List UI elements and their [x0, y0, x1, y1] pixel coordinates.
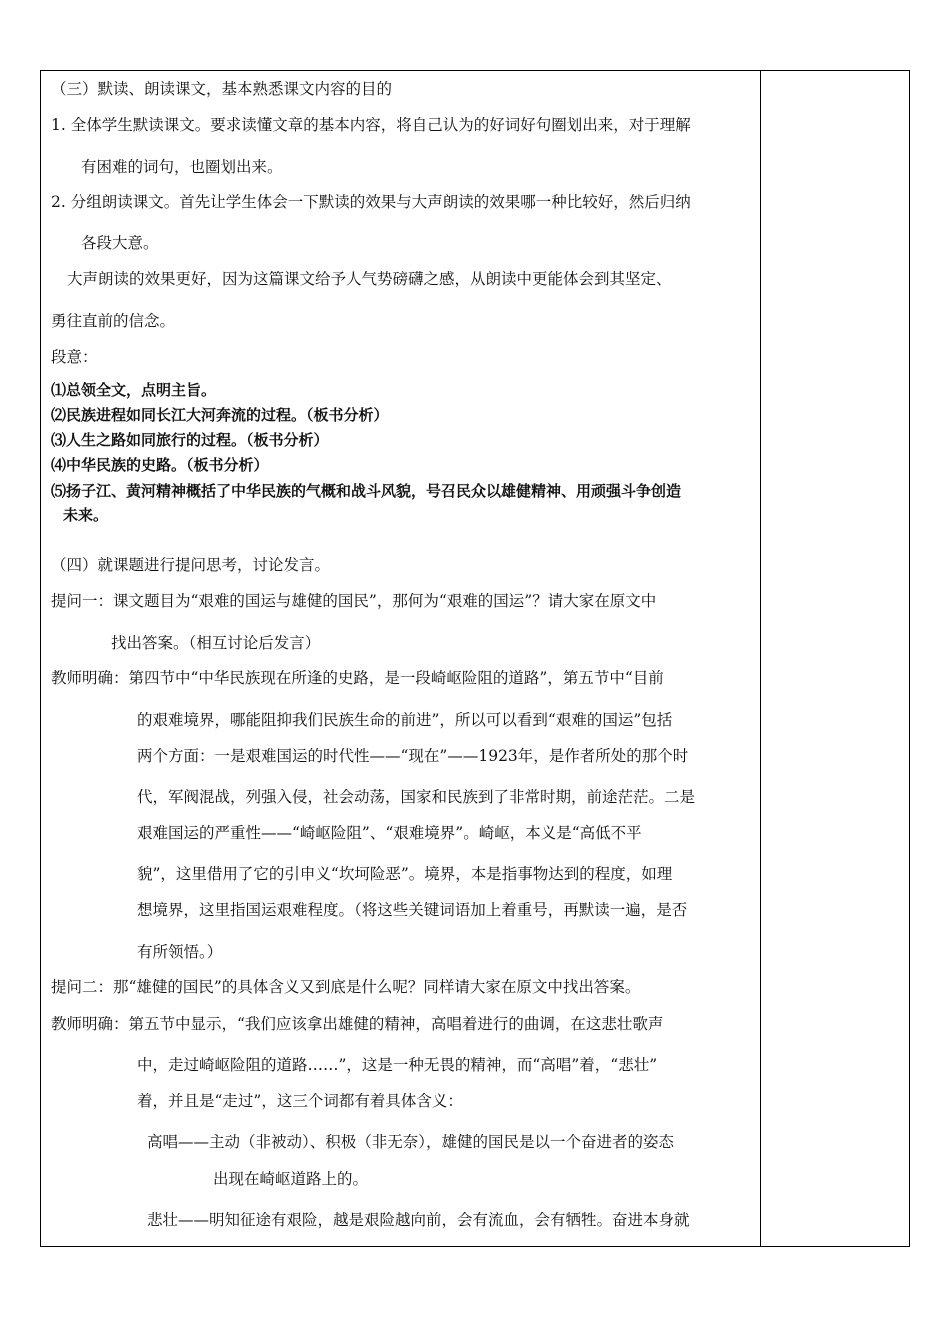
teacher-answer-1-line-6: 貌”，这里借用了它的引申义“坎坷险恶”。境界，本是指事物达到的程度，如理	[137, 865, 673, 883]
section-heading-four: （四）就课题进行提问思考，讨论发言。	[51, 556, 331, 574]
teacher-answer-2-line-3: 着，并且是“走过”，这三个词都有着具体含义：	[137, 1092, 463, 1110]
beizhuang-explanation: 悲壮——明知征途有艰险，越是艰险越向前，会有流血，会有牺牲。奋进本身就	[147, 1211, 690, 1229]
teacher-answer-1-line-4: 代，军阀混战，列强入侵，社会动荡，国家和民族到了非常时期，前途茫茫。二是	[137, 788, 696, 806]
gaochang-explanation-continued: 出现在崎岖道路上的。	[213, 1170, 369, 1188]
teacher-answer-1-line-2: 的艰难境界，哪能阻抑我们民族生命的前进”，所以可以看到“艰难的国运”包括	[137, 711, 673, 729]
paragraph-meaning-3: ⑶人生之路如同旅行的过程。（板书分析）	[51, 431, 329, 449]
question-1-continued: 找出答案。（相互讨论后发言）	[111, 634, 321, 652]
section-heading-three: （三）默读、朗读课文，基本熟悉课文内容的目的	[51, 80, 393, 98]
column-divider	[760, 71, 761, 1246]
item-2-continued: 各段大意。	[81, 234, 159, 252]
teacher-answer-1-line-8: 有所领悟。）	[137, 943, 223, 961]
reading-note-continued: 勇往直前的信念。	[51, 312, 176, 330]
paragraph-meaning-4: ⑷中华民族的史路。（板书分析）	[51, 456, 269, 474]
teacher-answer-1-line-5: 艰难国运的严重性——“崎岖险阻”、“艰难境界”。崎岖，本义是“高低不平	[137, 824, 642, 842]
teacher-answer-1-line-7: 想境界，这里指国运艰难程度。（将这些关键词语加上着重号，再默读一遍，是否	[137, 901, 688, 919]
question-1: 提问一：课文题目为“艰难的国运与雄健的国民”，那何为“艰难的国运”？请大家在原文中	[51, 592, 657, 610]
paragraph-meaning-5: ⑸扬子江、黄河精神概括了中华民族的气概和战斗风貌，号召民众以雄健精神、用顽强斗争创造	[51, 482, 682, 500]
item-1-continued: 有困难的词句，也圈划出来。	[81, 158, 283, 176]
reading-note: 大声朗读的效果更好，因为这篇课文给予人气势磅礴之感，从朗读中更能体会到其坚定、	[67, 270, 672, 288]
paragraph-meaning-label: 段意：	[51, 348, 98, 366]
teacher-answer-1-line-3: 两个方面：一是艰难国运的时代性——“现在”——1923年，是作者所处的那个时	[137, 747, 689, 765]
paragraph-meaning-2: ⑵民族进程如同长江大河奔流的过程。（板书分析）	[51, 406, 389, 424]
question-2: 提问二：那“雄健的国民”的具体含义又到底是什么呢？同样请大家在原文中找出答案。	[51, 978, 641, 996]
teacher-answer-1: 教师明确：第四节中“中华民族现在所逢的史路，是一段崎岖险阻的道路”，第五节中“目前	[51, 669, 664, 687]
lesson-content-cell	[41, 71, 760, 1246]
teacher-answer-2-line-2: 中，走过崎岖险阻的道路……”，这是一种无畏的精神，而“高唱”着，“悲壮”	[137, 1056, 658, 1074]
lesson-plan-table	[40, 70, 910, 1247]
paragraph-meaning-5-continued: 未来。	[63, 506, 109, 524]
teacher-answer-2: 教师明确：第五节中显示，“我们应该拿出雄健的精神，高唱着进行的曲调，在这悲壮歌声	[51, 1015, 664, 1033]
item-1-text: 1. 全体学生默读课文。要求读懂文章的基本内容，将自己认为的好词好句圈划出来，对于理解	[51, 116, 691, 134]
paragraph-meaning-1: ⑴总领全文，点明主旨。	[51, 381, 217, 399]
item-2-text: 2. 分组朗读课文。首先让学生体会一下默读的效果与大声朗读的效果哪一种比较好，然后归纳	[51, 193, 691, 211]
gaochang-explanation: 高唱——主动（非被动）、积极（非无奈），雄健的国民是以一个奋进者的姿态	[147, 1133, 675, 1151]
